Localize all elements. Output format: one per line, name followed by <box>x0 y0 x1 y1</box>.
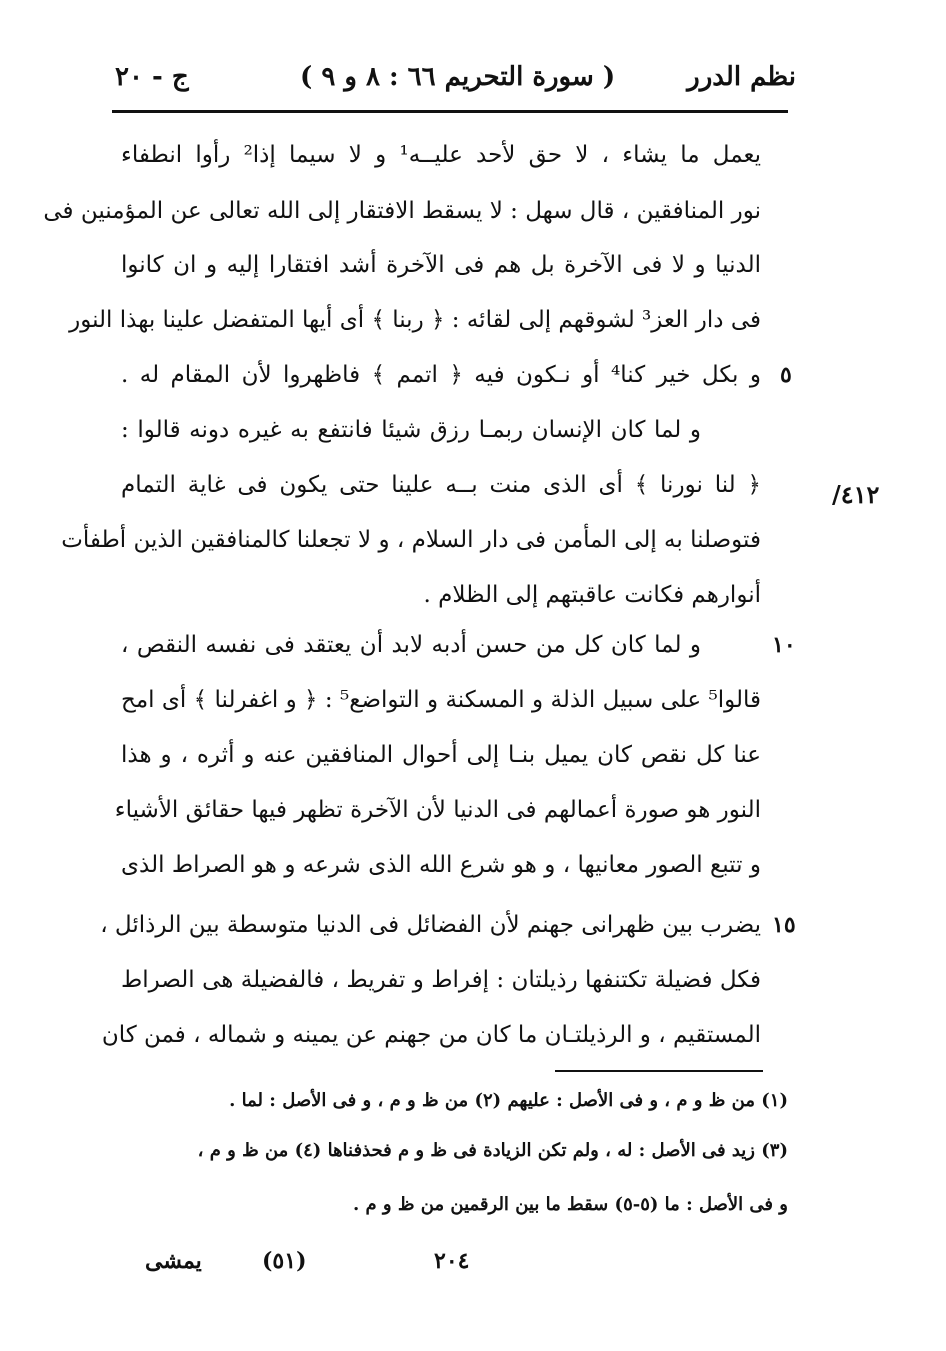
text-line: و تتبع الصور معانيها ، و هو شرع الله الذى شرعه و هو الصراط الذى <box>121 852 761 878</box>
text-line: فى دار العز³ لشوقهم إلى لقائه : ﴿ ربنا ﴾ أى أيها المتفضل علينا بهذا النور <box>69 307 761 333</box>
surah-reference: ( سورة التحريم ٦٦ : ٨ و ٩ ) <box>300 62 616 92</box>
line-number: ٥ <box>780 362 792 388</box>
line-number: ١٥ <box>772 912 796 938</box>
volume-reference: ج - ٢٠ <box>115 62 189 92</box>
text-line: المستقيم ، و الرذيلتـان ما كان من جهنم عن يمينه و شماله ، فمن كان <box>101 1022 761 1048</box>
footnote-line: و فى الأصل : ما (٥-٥) سقط ما بين الرقمين من ظ و م . <box>352 1194 788 1215</box>
text-line: عنا كل نقص كان يميل بنـا إلى أحوال المنافقين عنه و أثره ، و هذا <box>121 742 761 768</box>
signature-mark: (٥١) <box>262 1248 307 1274</box>
footnote-rule <box>555 1070 763 1072</box>
text-line: فتوصلنا به إلى المأمن فى دار السلام ، و لا تجعلنا كالمنافقين الذين أطفأت <box>61 527 761 553</box>
printer-mark: يمشى <box>145 1248 202 1274</box>
text-line: يعمل ما يشاء ، لا حق لأحد عليــه¹ و لا سيما إذا² رأوا انطفاء <box>121 142 761 168</box>
line-number: ١٠ <box>772 632 796 658</box>
text-line: يضرب بين ظهرانى جهنم لأن الفضائل فى الدنيا متوسطة بين الرذائل ، <box>100 912 761 938</box>
text-line: فكل فضيلة تكتنفها رذيلتان : إفراط و تفريط ، فالفضيلة هى الصراط <box>121 967 761 993</box>
text-line: ﴿ لنا نورنا ﴾ أى الذى منت بــه علينا حتى يكون فى غاية التمام <box>121 472 761 498</box>
text-line: النور هو صورة أعمالهم فى الدنيا لأن الآخرة تظهر فيها حقائق الأشياء <box>114 797 761 823</box>
text-line: نور المنافقين ، قال سهل : لا يسقط الافتقار إلى الله تعالى عن المؤمنين فى <box>43 198 761 224</box>
text-line: أنوارهم فكانت عاقبتهم إلى الظلام . <box>423 582 761 608</box>
text-line: قالوا⁵ على سبيل الذلة و المسكنة و التواضع⁵ : ﴿ و اغفرلنا ﴾ أى امح <box>121 687 761 713</box>
text-line: و بكل خير كنا⁴ أو نـكون فيه ﴿ اتمم ﴾ فاظهروا لأن المقام له . <box>121 362 761 388</box>
header-rule <box>112 110 788 113</box>
book-title: نظم الدرر <box>687 62 796 92</box>
page-number: ٢٠٤ <box>434 1248 470 1274</box>
footnote-line: (١) من ظ و م ، و فى الأصل : عليهم (٢) من ظ و م ، و فى الأصل : لما . <box>229 1090 788 1111</box>
text-line: و لما كان الإنسان ربمـا رزق شيئا فانتفع به غيره دونه قالوا : <box>121 417 701 443</box>
text-line: و لما كان كل من حسن أدبه لابد أن يعتقد فى نفسه النقص ، <box>121 632 701 658</box>
margin-folio-note: ٤١٢/ <box>832 480 880 509</box>
text-line: الدنيا و لا فى الآخرة بل هم فى الآخرة أشد افتقارا إليه و ان كانوا <box>121 252 761 278</box>
footnote-line: (٣) زيد فى الأصل : له ، ولم تكن الزيادة فى ظ و م فحذفناها (٤) من ظ و م ، <box>197 1140 788 1161</box>
